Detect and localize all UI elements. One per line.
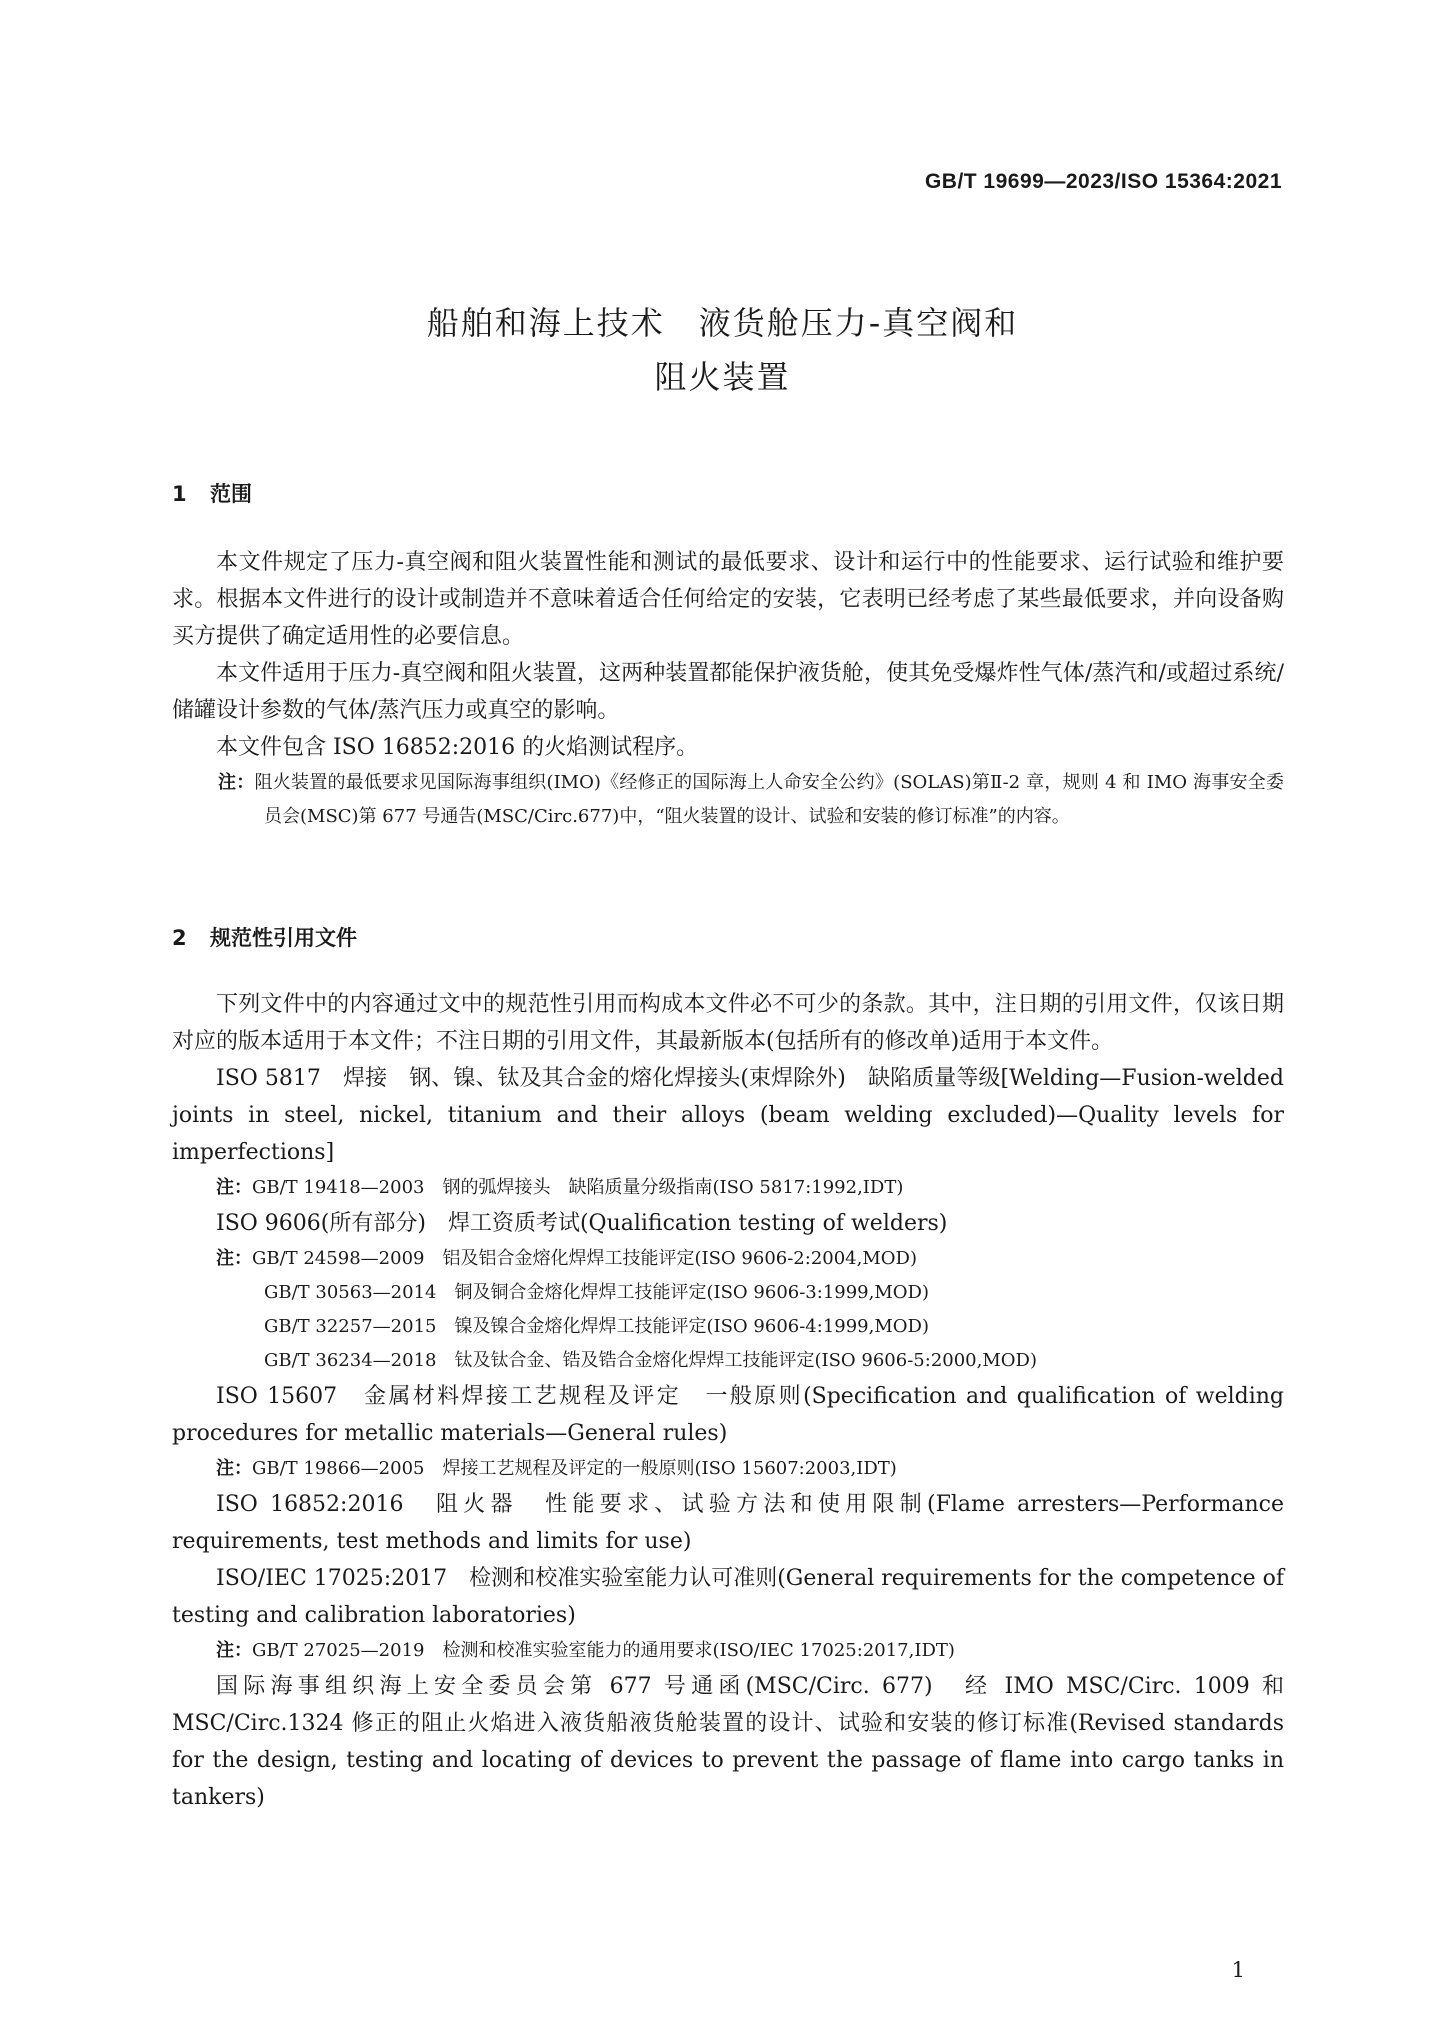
note-label: 注： (218, 772, 255, 793)
section-number: 1 (172, 482, 187, 506)
document-title-line2: 阻火装置 (654, 358, 791, 396)
scope-paragraph-1: 本文件规定了压力-真空阀和阻火装置性能和测试的最低要求、设计和运行中的性能要求、运行试验和维护要求。根据本文件进行的设计或制造并不意味着适合任何给定的安装，它表明已经考虑了某些最低要求，并向设备购买方提供了确定适用性的必要信息。 (172, 550, 1284, 649)
reference-note-item: GB/T 36234—2018 钛及钛合金、锆及锆合金熔化焊焊工技能评定(ISO 9606-5:2000,MOD) (264, 1350, 1037, 1371)
scope-note (172, 766, 1284, 834)
section-title: 范围 (210, 482, 252, 506)
section-1-body (172, 544, 1284, 834)
references-intro: 下列文件中的内容通过文中的规范性引用而构成本文件必不可少的条款。其中，注日期的引用文件，仅该日期对应的版本适用于本文件；不注日期的引用文件，其最新版本(包括所有的修改单)适用于本文件。 (172, 992, 1284, 1054)
reference-msc-circ-677: 国际海事组织海上安全委员会第 677 号通函(MSC/Circ. 677) 经 IMO MSC/Circ. 1009 和 MSC/Circ.1324 修正的阻止火焰进入液货船液货舱装置的设计、试验和安装的修订标准(Revised standards for the design, testing and locating of devices to prevent the passage of flame into cargo tanks in tankers) (172, 1674, 1284, 1810)
reference-iso-16852: ISO 16852:2016 阻火器 性能要求、试验方法和使用限制(Flame arresters—Performance requirements, test methods and limits for use) (172, 1492, 1284, 1554)
reference-note: 注：GB/T 19418—2003 钢的弧焊接头 缺陷质量分级指南(ISO 5817:1992,IDT) (216, 1177, 904, 1198)
reference-iso-9606: ISO 9606(所有部分) 焊工资质考试(Qualification testing of welders) (216, 1211, 948, 1236)
section-title: 规范性引用文件 (210, 926, 357, 950)
scope-paragraph-3: 本文件包含 ISO 16852:2016 的火焰测试程序。 (216, 735, 699, 760)
reference-note: 注：GB/T 27025—2019 检测和校准实验室能力的通用要求(ISO/IEC 17025:2017,IDT) (216, 1640, 955, 1661)
section-2-heading (172, 922, 357, 952)
page-number: 1 (1231, 1958, 1245, 1982)
note-text: 阻火装置的最低要求见国际海事组织(IMO)《经修正的国际海上人命安全公约》(SOLAS)第Ⅱ-2 章，规则 4 和 IMO 海事安全委员会(MSC)第 677 号通告(MSC/Circ.677)中，“阻火装置的设计、试验和安装的修订标准”的内容。 (254, 772, 1285, 827)
section-2-body (172, 986, 1284, 1816)
standard-code: GB/T 19699—2023/ISO 15364:2021 (924, 170, 1282, 193)
document-title-line1: 船舶和海上技术 液货舱压力-真空阀和 (426, 304, 1019, 342)
reference-note: 注：GB/T 24598—2009 铝及铝合金熔化焊焊工技能评定(ISO 9606-2:2004,MOD) (216, 1248, 917, 1269)
scope-paragraph-2: 本文件适用于压力-真空阀和阻火装置，这两种装置都能保护液货舱，使其免受爆炸性气体/蒸汽和/或超过系统/储罐设计参数的气体/蒸汽压力或真空的影响。 (172, 661, 1284, 723)
reference-note: 注：GB/T 19866—2005 焊接工艺规程及评定的一般原则(ISO 15607:2003,IDT) (216, 1458, 897, 1479)
reference-iso-iec-17025: ISO/IEC 17025:2017 检测和校准实验室能力认可准则(General requirements for the competence of testing and calibration laboratories) (172, 1566, 1284, 1628)
reference-iso-5817: ISO 5817 焊接 钢、镍、钛及其合金的熔化焊接头(束焊除外) 缺陷质量等级[Welding—Fusion-welded joints in steel, nickel, titanium and their alloys (beam welding excluded)—Quality levels for imperfections] (172, 1066, 1284, 1165)
section-1-heading (172, 478, 252, 508)
reference-note-item: GB/T 30563—2014 铜及铜合金熔化焊焊工技能评定(ISO 9606-3:1999,MOD) (264, 1282, 929, 1303)
reference-note-item: GB/T 32257—2015 镍及镍合金熔化焊焊工技能评定(ISO 9606-4:1999,MOD) (264, 1316, 929, 1337)
section-number: 2 (172, 926, 187, 950)
reference-iso-15607: ISO 15607 金属材料焊接工艺规程及评定 一般原则(Specification and qualification of welding procedures for metallic materials—General rules) (172, 1384, 1284, 1446)
